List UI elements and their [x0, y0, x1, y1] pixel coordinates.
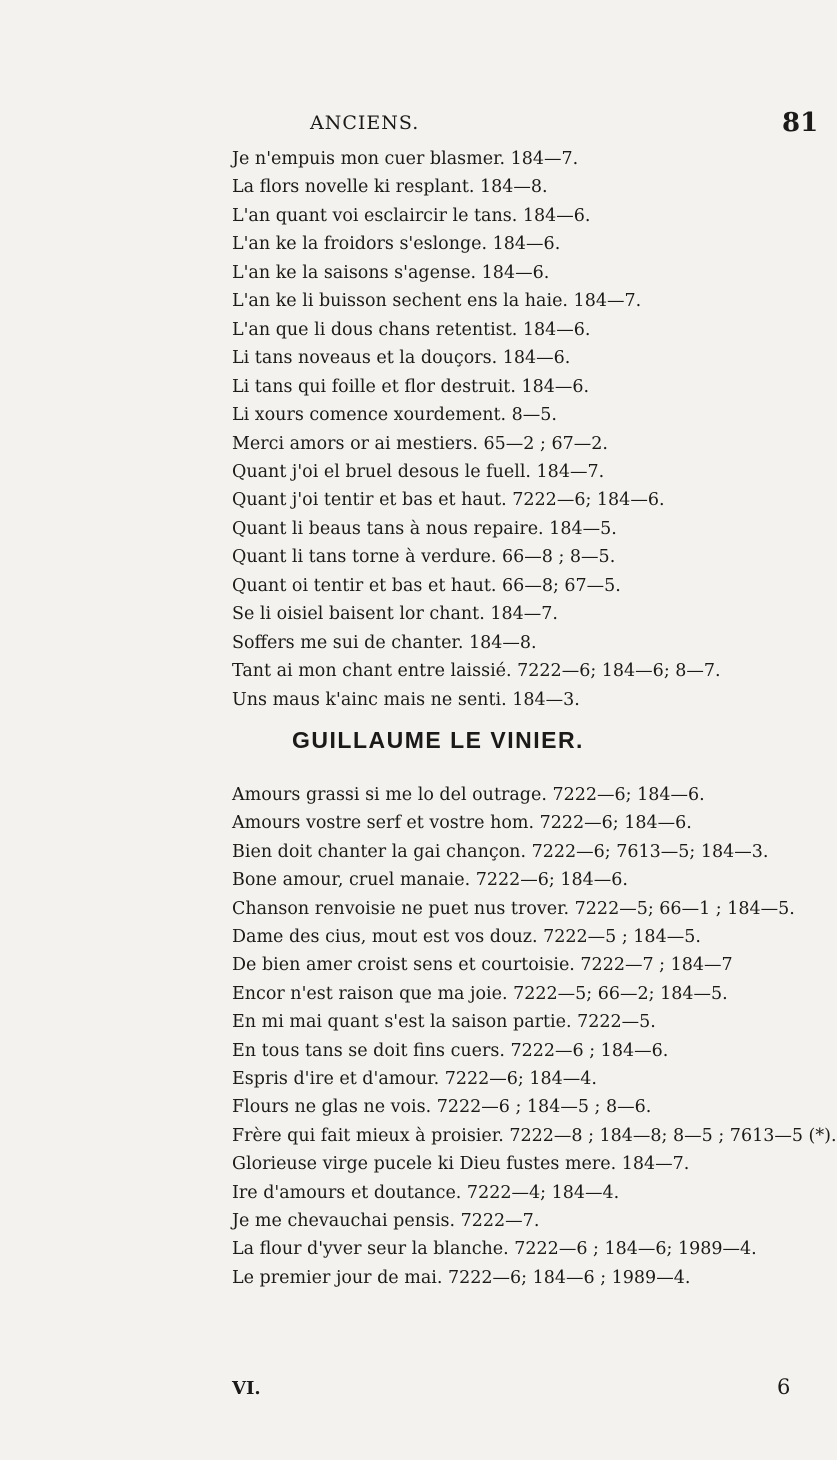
list-item: L'an ke la froidors s'eslonge. 184—6.: [232, 234, 561, 255]
list-item: L'an que li dous chans retentist. 184—6.: [232, 319, 591, 340]
list-item: Quant j'oi el bruel desous le fuell. 184—7.: [232, 461, 605, 482]
list-item: Quant j'oi tentir et bas et haut. 7222—6; 184—6.: [232, 490, 665, 511]
page-number: 81: [782, 108, 819, 138]
list-item: De bien amer croist sens et courtoisie. 7222—7 ; 184—7: [232, 955, 733, 976]
list-item: Dame des cius, mout est vos douz. 7222—5 ; 184—5.: [232, 927, 701, 947]
list-item: Flours ne glas ne vois. 7222—6 ; 184—5 ; 8—6.: [232, 1097, 652, 1118]
list-item: Merci amors or ai mestiers. 65—2 ; 67—2.: [232, 433, 608, 454]
list-item: Le premier jour de mai. 7222—6; 184—6 ; 1989—4.: [232, 1267, 691, 1288]
list-item: La flors novelle ki resplant. 184—8.: [232, 177, 548, 198]
list-item: Amours grassi si me lo del outrage. 7222—6; 184—6.: [232, 785, 705, 805]
list-item: La flour d'yver seur la blanche. 7222—6 ; 184—6; 1989—4.: [232, 1239, 757, 1260]
page-header: [0, 108, 819, 142]
list-item: Ire d'amours et doutance. 7222—4; 184—4.: [232, 1182, 620, 1203]
list-item: Amours vostre serf et vostre hom. 7222—6; 184—6.: [232, 813, 692, 834]
list-item: Quant li tans torne à verdure. 66—8 ; 8—5.: [232, 547, 616, 568]
list-item: Chanson renvoisie ne puet nus trover. 7222—5; 66—1 ; 184—5.: [232, 898, 795, 919]
list-item: Li tans noveaus et la douçors. 184—6.: [232, 348, 571, 369]
list-item: Se li oisiel baisent lor chant. 184—7.: [232, 604, 558, 625]
list-item: Uns maus k'ainc mais ne senti. 184—3.: [232, 689, 580, 710]
list-item: Li xours comence xourdement. 8—5.: [232, 405, 557, 426]
list-item: Je me chevauchai pensis. 7222—7.: [232, 1211, 540, 1231]
list-item: Quant li beaus tans à nous repaire. 184—5.: [232, 518, 617, 539]
list-item: Espris d'ire et d'amour. 7222—6; 184—4.: [232, 1069, 597, 1089]
list-item: L'an quant voi esclaircir le tans. 184—6.: [232, 205, 591, 226]
list-item: Bien doit chanter la gai chançon. 7222—6; 7613—5; 184—3.: [232, 841, 769, 862]
list-item: L'an ke la saisons s'agense. 184—6.: [232, 262, 550, 283]
section-title: GUILLAUME LE VINIER.: [292, 727, 584, 753]
list-item: Encor n'est raison que ma joie. 7222—5; 66—2; 184—5.: [232, 983, 728, 1004]
gathering-signature: VI.: [232, 1378, 261, 1399]
list-item: Je n'empuis mon cuer blasmer. 184—7.: [232, 149, 579, 169]
list-item: Soffers me sui de chanter. 184—8.: [232, 632, 537, 653]
list-item: Quant oi tentir et bas et haut. 66—8; 67—5.: [232, 575, 621, 596]
list-item: L'an ke li buisson sechent ens la haie. 184—7.: [232, 291, 642, 312]
list-item: Frère qui fait mieux à proisier. 7222—8 ; 184—8; 8—5 ; 7613—5 (*).: [232, 1125, 837, 1146]
running-head: ANCIENS.: [310, 112, 420, 134]
list-item: En mi mai quant s'est la saison partie. 7222—5.: [232, 1012, 656, 1033]
list-item: En tous tans se doit fins cuers. 7222—6 ; 184—6.: [232, 1040, 669, 1061]
list-item: Li tans qui foille et flor destruit. 184—6.: [232, 376, 590, 397]
signature-number: 6: [777, 1375, 791, 1399]
list-item: Glorieuse virge pucele ki Dieu fustes mere. 184—7.: [232, 1154, 690, 1175]
list-item: Tant ai mon chant entre laissié. 7222—6; 184—6; 8—7.: [232, 661, 721, 682]
list-item: Bone amour, cruel manaie. 7222—6; 184—6.: [232, 870, 628, 891]
